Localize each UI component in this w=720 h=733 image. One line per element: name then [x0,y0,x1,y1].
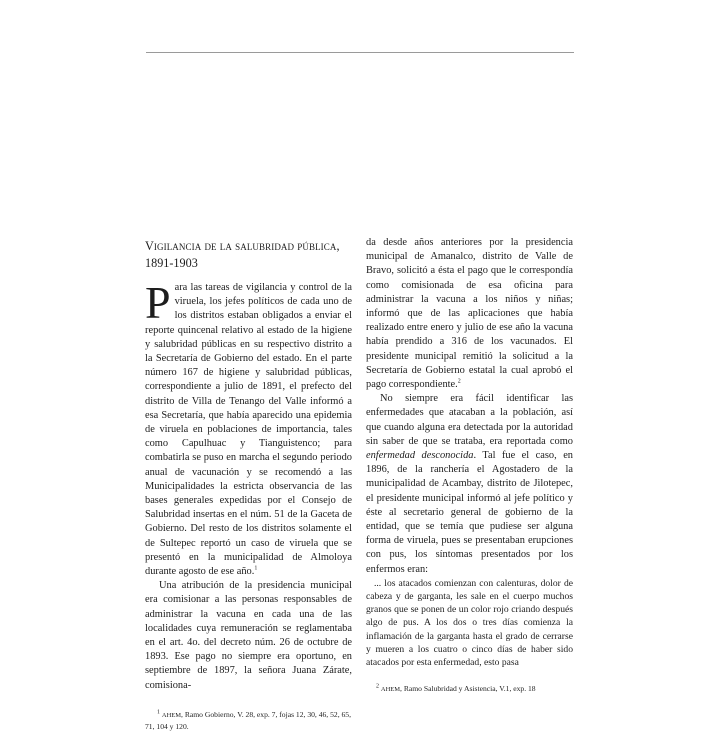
footnote-archive: AHEM [161,711,182,719]
paragraph [145,579,352,693]
header-rule [146,52,574,53]
footnote-ref[interactable]: 1 [254,565,258,572]
italic-term: enfermedad desconocida [366,450,474,462]
paragraph-text: da desde años anteriores por la presidencia municipal de Amanalco, distrito de Valle de Bravo, solicitó a ésta el pago que le correspondía como comisionada de esa oficina para administrar la vacuna a los niños y niñas; informó que de las aplicaciones que había realizado entre enero y julio de ese año la vacuna había prendido a 316 de los vacunados. El presidente municipal remitió la solicitud a la Secretaría de Gobierno estatal la cual aprobó el pago correspondiente. [366,237,573,391]
section-title-years: , 1891-1903 [145,239,340,270]
paragraph [366,392,573,577]
footnote-text: , Ramo Gobierno, V. 28, exp. 7, fojas 12, 30, 46, 52, 65, 71, 104 y 120. [145,709,351,732]
footnote-ref[interactable]: 2 [457,378,461,385]
left-column [145,236,352,733]
footnote [145,709,352,733]
paragraph [366,236,573,392]
paragraph-text: ara las tareas de vigilancia y control de la viruela, los jefes políticos de cada uno de los distritos estaban obligados a enviar el reporte quincenal relativo al estado de la higiene y salubridad públicas en su respectivo distrito a la Secretaría de Gobierno del estado. En el parte número 167 de higiene y salubridad públicas, correspondiente a julio de 1891, el prefecto del distrito de Villa de Tenango del Valle informó a esa Secretaría, que había aparecido una epidemia de viruela en poblaciones de importancia, tales como Capulhuac y Tianguistenco; para combatirla se puso en marcha el segundo periodo anual de vacunación y se recomendó a las Municipalidades la estricta observancia de las bases generales expedidas por el Consejo de Salubridad insertas en el núm. 51 de la Gaceta de Gobierno. Del resto de los distritos solamente el de Sultepec reportó un caso de viruela que se presentó en la municipalidad de Almoloya durante agosto de ese año. [145,282,352,578]
drop-cap: P [145,277,171,328]
block-quote: ... los atacados comienzan con calenturas, dolor de cabeza y de garganta, les sale en el cuerpo muchos granos que se ponen de un color rojo criando después algo de pus. A los dos o tres días comienza la inflamación de la garganta hasta el grado de cerrarse y mueren a los cuatro o cinco días de haber sido atacados por esta enfermedad, esto pasa [366,577,573,669]
section-title [145,238,352,271]
footnote-text: , Ramo Salubridad y Asistencia, V.1, exp. 18 [400,684,536,694]
paragraph-text: Una atribución de la presidencia municipal era comisionar a las personas responsables de administrar la vacuna en cada una de las localidades cuya remuneración se reglamentaba en el art. 4o. del decreto núm. 26 de octubre de 1893. Ese pago no siempre era oportuno, en septiembre de 1897, la señora Juana Zárate, comisiona- [145,580,352,691]
section-title-text: Vigilancia de la salubridad pública [145,239,337,253]
right-column [366,236,573,696]
footnote [366,683,573,696]
footnote-number: 2 [376,683,379,690]
paragraph-text: No siempre era fácil identificar las enfermedades que atacaban a la población, así que cuando alguna era detectada por la autoridad sin saber de que se trataba, era reportada como [366,393,573,447]
footnote-number: 1 [157,709,160,716]
footnote-archive: AHEM [380,686,401,694]
paragraph-text: . Tal fue el caso, en 1896, de la ranchería el Agostadero de la municipalidad de Acambay, distrito de Jilotepec, el presidente municipal informó al jefe político y éste al secretario general de gobierno de la entidad, que se temía que pudiese ser alguna forma de viruela, pues se presentaban erupciones con pus, los síntomas presentados por los enfermos eran: [366,450,573,575]
paragraph [145,277,352,579]
